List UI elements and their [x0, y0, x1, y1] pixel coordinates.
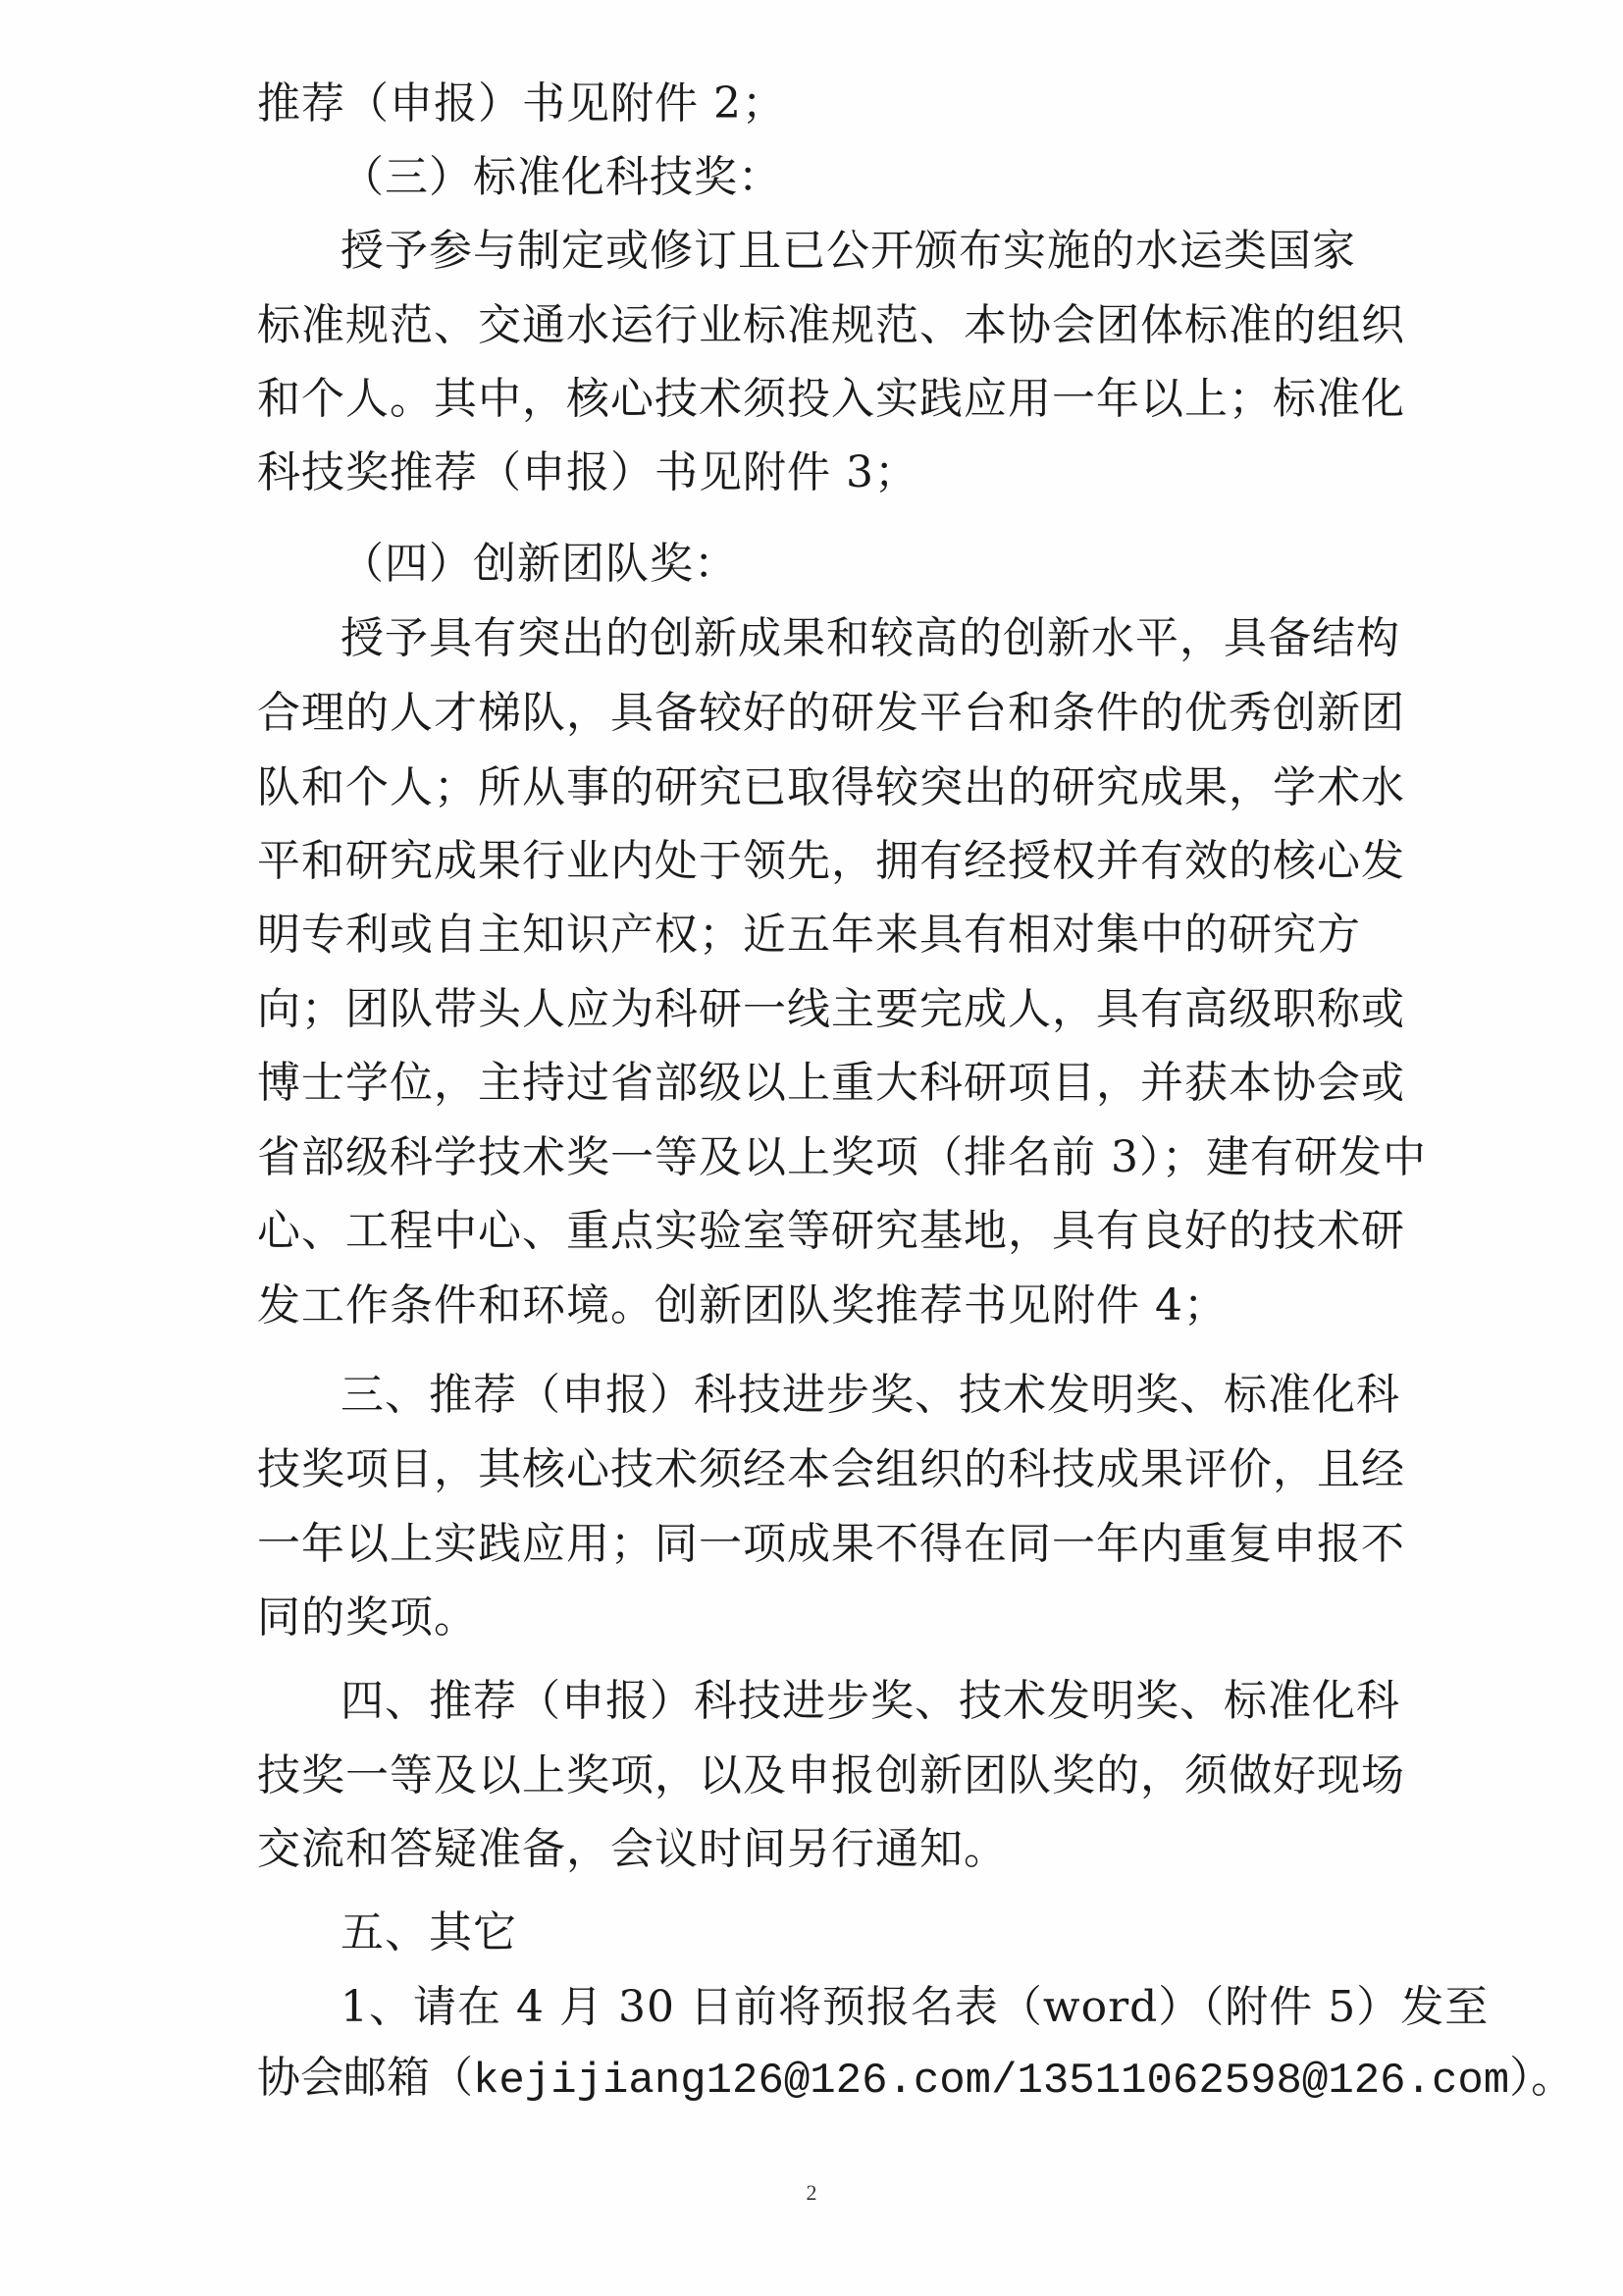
- text-line: 省部级科学技术奖一等及以上奖项（排名前 3）；建有研发中: [257, 1132, 1427, 1182]
- text-line: 技奖一等及以上奖项，以及申报创新团队奖的，须做好现场: [257, 1750, 1405, 1800]
- text-line: 授予参与制定或修订且已公开颁布实施的水运类国家: [340, 226, 1356, 276]
- text-line: 科技奖推荐（申报）书见附件 3；: [257, 447, 918, 497]
- email-line: 协会邮箱（kejijiang126@126.com/13511062598@126.com）。: [257, 2057, 1575, 2106]
- section-heading: 五、其它: [340, 1907, 517, 1957]
- text-line: 同的奖项。: [257, 1592, 478, 1643]
- text-line: 技奖项目，其核心技术须经本会组织的科技成果评价，且经: [257, 1444, 1405, 1494]
- text-line: 合理的人才梯队，具备较好的研发平台和条件的优秀创新团: [257, 688, 1405, 738]
- text-line: 1、请在 4 月 30 日前将预报名表（word）（附件 5）发至: [340, 1982, 1490, 2032]
- section-heading: （三）标准化科技奖：: [340, 152, 782, 202]
- section-heading: （四）创新团队奖：: [340, 539, 738, 589]
- text-line: 授予具有突出的创新成果和较高的创新水平，具备结构: [340, 613, 1400, 663]
- text-line: 发工作条件和环境。创新团队奖推荐书见附件 4；: [257, 1280, 1228, 1331]
- section-heading: 四、推荐（申报）科技进步奖、技术发明奖、标准化科: [340, 1676, 1400, 1726]
- text-line: 交流和答疑准备，会议时间另行通知。: [257, 1824, 1008, 1874]
- text-line: 平和研究成果行业内处于领先，拥有经授权并有效的核心发: [257, 836, 1405, 886]
- text-line: 队和个人；所从事的研究已取得较突出的研究成果，学术水: [257, 762, 1405, 812]
- text-line: 标准规范、交通水运行业标准规范、本协会团体标准的组织: [257, 300, 1405, 350]
- page-number: 2: [806, 2180, 817, 2205]
- section-heading: 三、推荐（申报）科技进步奖、技术发明奖、标准化科: [340, 1370, 1400, 1420]
- text-line: 一年以上实践应用；同一项成果不得在同一年内重复申报不: [257, 1519, 1405, 1569]
- text-line: 心、工程中心、重点实验室等研究基地，具有良好的技术研: [257, 1206, 1405, 1256]
- text-line: 明专利或自主知识产权；近五年来具有相对集中的研究方: [257, 910, 1361, 960]
- text-line: 和个人。其中，核心技术须投入实践应用一年以上；标准化: [257, 374, 1405, 424]
- text-line: 博士学位，主持过省部级以上重大科研项目，并获本协会或: [257, 1058, 1405, 1108]
- text-line: 推荐（申报）书见附件 2；: [257, 78, 786, 129]
- text-line: 向；团队带头人应为科研一线主要完成人，具有高级职称或: [257, 984, 1405, 1034]
